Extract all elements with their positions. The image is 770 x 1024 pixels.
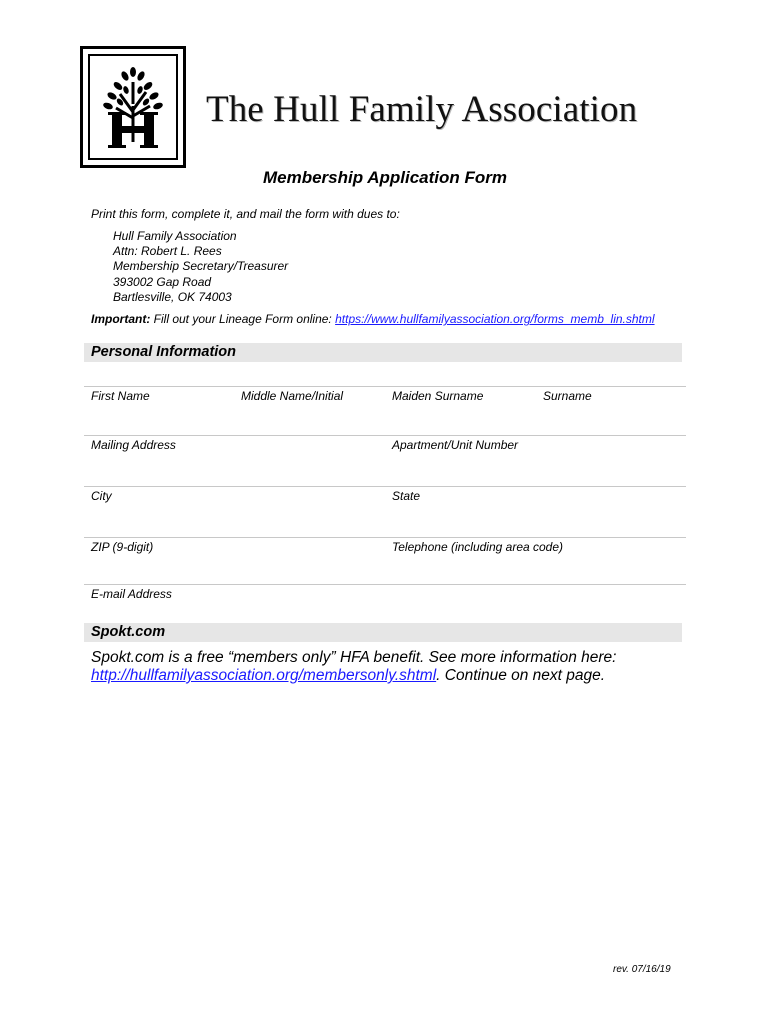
- tree-h-logo-icon: [80, 46, 186, 168]
- page-title: The Hull Family Association: [206, 89, 638, 130]
- important-note: [91, 312, 655, 327]
- divider: [84, 584, 686, 585]
- address-line: Bartlesville, OK 74003: [113, 289, 232, 304]
- spokt-description: [91, 649, 691, 685]
- address-line: 393002 Gap Road: [113, 274, 212, 289]
- divider: [84, 435, 686, 436]
- address-line: Membership Secretary/Treasurer: [113, 259, 289, 274]
- divider: [84, 386, 686, 387]
- zip-field[interactable]: ZIP (9-digit): [91, 540, 154, 554]
- maiden-surname-field[interactable]: Maiden Surname: [392, 389, 484, 403]
- spokt-continue-text: . Continue on next page.: [436, 667, 606, 684]
- revision-date: rev. 07/16/19: [613, 964, 671, 975]
- important-text: Fill out your Lineage Form online:: [153, 312, 332, 326]
- surname-field[interactable]: Surname: [543, 389, 592, 403]
- section-title: Personal Information: [91, 344, 237, 360]
- mailing-address-block: [113, 229, 288, 305]
- spokt-text: Spokt.com is a free “members only” HFA benefit. See more information here:: [91, 649, 617, 666]
- section-title: Spokt.com: [91, 624, 166, 640]
- first-name-field[interactable]: First Name: [91, 389, 150, 403]
- divider: [84, 486, 686, 487]
- mailing-address-field[interactable]: Mailing Address: [91, 438, 176, 452]
- city-field[interactable]: City: [91, 489, 112, 503]
- telephone-field[interactable]: Telephone (including area code): [392, 540, 564, 554]
- mailing-instructions: Print this form, complete it, and mail the form with dues to:: [91, 207, 400, 221]
- lineage-form-link[interactable]: https://www.hullfamilyassociation.org/forms_memb_lin.shtml: [335, 312, 655, 326]
- spokt-header: [84, 623, 682, 642]
- form-subtitle: Membership Application Form: [262, 168, 507, 187]
- important-label: Important:: [91, 312, 151, 326]
- address-line: Hull Family Association: [113, 229, 237, 243]
- email-field[interactable]: E-mail Address: [91, 587, 172, 601]
- address-line: Attn: Robert L. Rees: [113, 244, 222, 259]
- apartment-field[interactable]: Apartment/Unit Number: [392, 438, 519, 452]
- state-field[interactable]: State: [392, 489, 421, 503]
- personal-info-header: [84, 343, 682, 362]
- members-only-link[interactable]: http://hullfamilyassociation.org/membersonly.shtml: [91, 667, 437, 684]
- divider: [84, 537, 686, 538]
- middle-name-field[interactable]: Middle Name/Initial: [241, 389, 344, 403]
